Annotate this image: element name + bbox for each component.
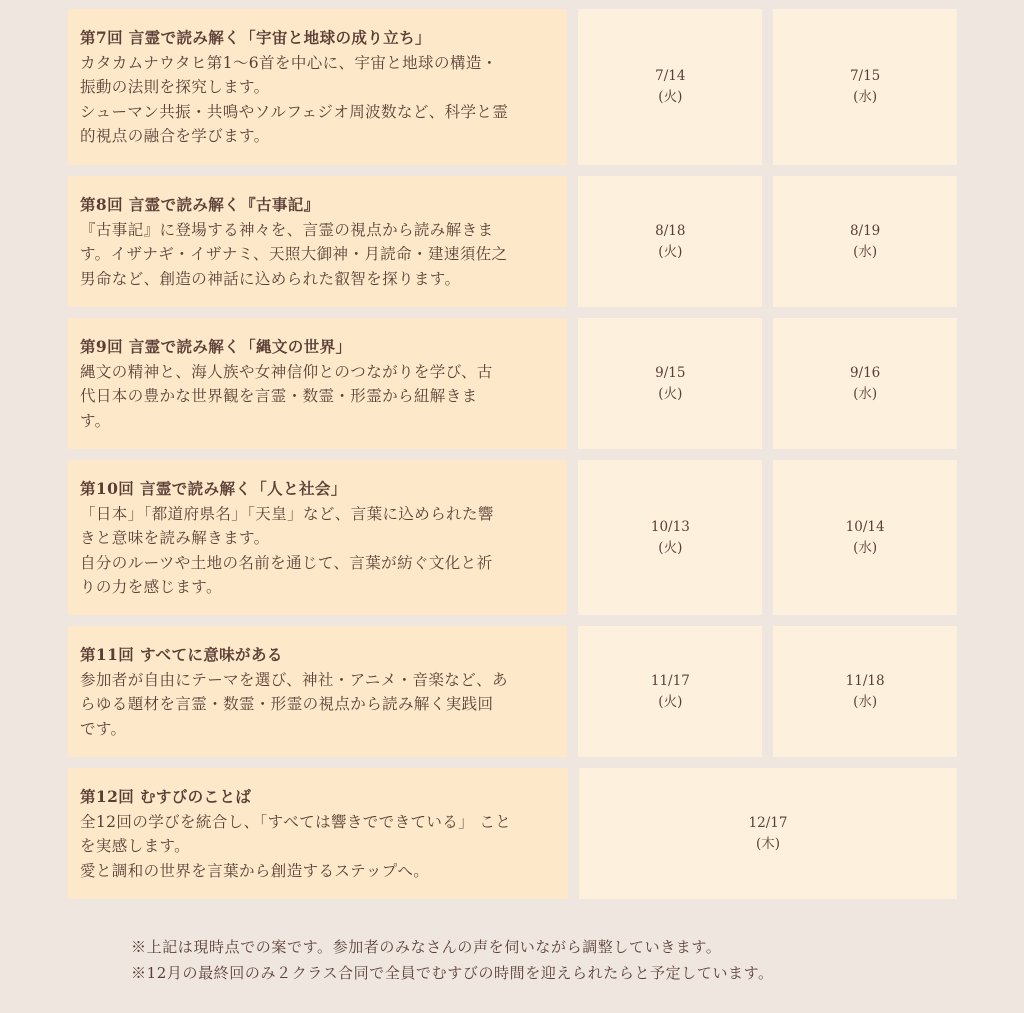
description-line: カタカムナウタヒ第1〜6首を中心に、宇宙と地球の構造・ <box>80 53 498 72</box>
description-line: 自分のルーツや土地の名前を通じて、言葉が紡ぐ文化と祈 <box>80 553 493 572</box>
weekday-text: (火) <box>658 385 683 402</box>
description-line: 男命など、創造の神話に込められた叡智を探ります。 <box>80 269 461 288</box>
description-line: 振動の法則を探究します。 <box>80 78 270 96</box>
date-cell <box>773 318 957 449</box>
description-line: 的視点の融合を学びます。 <box>80 127 270 145</box>
session-title: 第12回 むすびのことば <box>80 787 252 806</box>
date-cell <box>773 460 957 615</box>
date-cell <box>773 9 957 165</box>
weekday-text: (火) <box>658 243 683 260</box>
date-text: 11/17 <box>650 672 690 689</box>
schedule-row-9 <box>68 318 957 449</box>
session-title: 第9回 言霊で読み解く「縄文の世界」 <box>80 337 352 356</box>
description-line: らゆる題材を言霊・数霊・形霊の視点から読み解く実践回 <box>80 695 494 713</box>
footnotes <box>131 934 774 986</box>
date-text: 11/18 <box>845 672 885 689</box>
description-line: 参加者が自由にテーマを選び、神社・アニメ・音楽など、あ <box>80 670 508 689</box>
date-text: 9/16 <box>849 364 881 381</box>
schedule-row-10 <box>68 460 957 615</box>
date-cell <box>773 176 957 307</box>
description-line: す。イザナギ・イザナミ、天照大御神・月読命・建速須佐之 <box>80 245 508 263</box>
date-text: 8/18 <box>655 222 686 239</box>
description-line: す。 <box>80 411 111 430</box>
description-line: 「日本」「都道府県名」「天皇」など、言葉に込められた響 <box>80 504 494 523</box>
schedule-row-11 <box>68 626 957 757</box>
weekday-text: (火) <box>658 539 683 556</box>
description-line: を実感します。 <box>80 837 191 855</box>
description-line: きと意味を読み解きます。 <box>80 529 270 547</box>
weekday-text: (火) <box>658 89 683 105</box>
schedule-row-7 <box>68 9 957 165</box>
date-text: 7/14 <box>655 68 686 84</box>
weekday-text: (水) <box>853 89 878 105</box>
session-title: 第8回 言霊で読み解く『古事記』 <box>80 195 320 214</box>
session-description <box>68 768 568 899</box>
footnote: ※上記は現時点での案です。参加者のみなさんの声を伺いながら調整していきます。 <box>131 938 722 956</box>
description-line: シューマン共振・共鳴やソルフェジオ周波数など、科学と霊 <box>80 102 509 121</box>
date-text: 7/15 <box>849 68 881 84</box>
session-title: 第10回 言霊で読み解く「人と社会」 <box>80 479 347 498</box>
date-text: 10/14 <box>845 518 885 535</box>
description-line: りの力を感じます。 <box>80 578 222 596</box>
session-title: 第11回 すべてに意味がある <box>80 645 283 664</box>
description-line: 全12回の学びを統合し、「すべては響きでできている」 こと <box>80 812 512 831</box>
session-description <box>68 626 567 757</box>
date-cell-combined <box>579 768 957 899</box>
description-line: 愛と調和の世界を言葉から創造するステップへ。 <box>80 861 430 880</box>
date-cell <box>578 318 762 449</box>
description-line: です。 <box>80 719 127 738</box>
date-text: 12/17 <box>748 814 788 831</box>
date-text: 10/13 <box>650 518 690 535</box>
description-line: 縄文の精神と、海人族や女神信仰とのつながりを学び、古 <box>80 362 493 381</box>
weekday-text: (水) <box>853 693 878 710</box>
date-cell <box>578 176 762 307</box>
footnote: ※12月の最終回のみ２クラス合同で全員でむすびの時間を迎えられたらと予定しています。 <box>131 964 774 982</box>
date-text: 8/19 <box>849 222 881 239</box>
schedule-row-8 <box>68 176 957 307</box>
session-title: 第7回 言霊で読み解く「宇宙と地球の成り立ち」 <box>80 28 431 47</box>
session-description <box>68 460 567 615</box>
session-description <box>68 9 567 165</box>
weekday-text: (木) <box>755 835 781 852</box>
schedule-row-12 <box>68 768 957 899</box>
date-cell <box>578 626 762 757</box>
description-line: 『古事記』に登場する神々を、言霊の視点から読み解きま <box>80 220 494 239</box>
session-description <box>68 318 567 449</box>
weekday-text: (火) <box>658 693 683 710</box>
schedule-table <box>68 9 957 910</box>
weekday-text: (水) <box>853 539 878 556</box>
description-line: 代日本の豊かな世界観を言霊・数霊・形霊から紐解きま <box>80 387 478 405</box>
weekday-text: (水) <box>853 385 878 402</box>
date-cell <box>578 9 762 165</box>
session-description <box>68 176 567 307</box>
date-cell <box>773 626 957 757</box>
weekday-text: (水) <box>853 243 878 260</box>
date-cell <box>578 460 762 615</box>
date-text: 9/15 <box>655 364 686 381</box>
